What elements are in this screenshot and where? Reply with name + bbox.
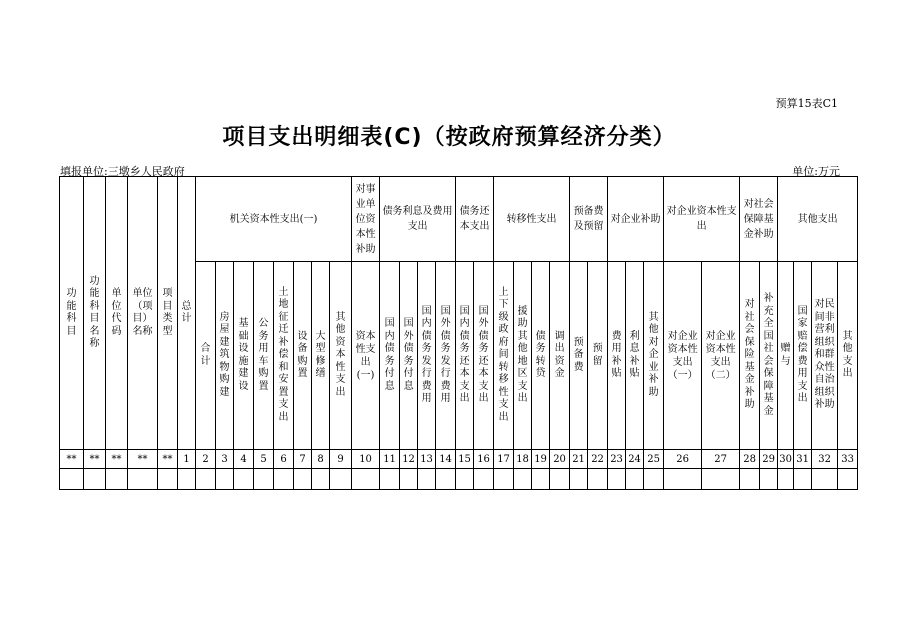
group-transfer: 转移性支出 <box>494 177 570 262</box>
header-for-fee: 国外债务发行费用 <box>436 262 456 450</box>
group-enterprise-subsidy: 对企业补助 <box>608 177 664 262</box>
header-capital-1: 资本性支出(一) <box>352 262 380 450</box>
header-dom-fee: 国内债务发行费用 <box>418 262 436 450</box>
header-subtotal: 合计 <box>196 262 216 450</box>
group-social-security: 对社会保障基金补助 <box>740 177 778 262</box>
page-title: 项目支出明细表(C)（按政府预算经济分类） <box>222 125 676 150</box>
header-land: 土地征迁补偿和安置支出 <box>274 262 294 450</box>
header-dom-interest: 国内债务付息 <box>380 262 400 450</box>
header-building: 房屋建筑物购建 <box>216 262 234 450</box>
header-unit-code: 单位代码 <box>106 177 128 450</box>
header-for-interest: 国外债务付息 <box>400 262 418 450</box>
header-other-capital: 其他资本性支出 <box>330 262 352 450</box>
header-equipment: 设备购置 <box>294 262 312 450</box>
group-reserve: 预备费及预留 <box>570 177 608 262</box>
header-official-car: 公务用车购置 <box>254 262 274 450</box>
header-aid-other: 援助其他地区支出 <box>514 262 532 450</box>
header-enterprise-capital-2: 对企业资本性支出（二） <box>702 262 740 450</box>
header-for-principal: 国外债务还本支出 <box>474 262 494 450</box>
header-funds-out: 调出资金 <box>550 262 570 450</box>
header-infrastructure: 基础设施建设 <box>234 262 254 450</box>
header-national-ss-fund: 补充全国社会保障基金 <box>760 262 778 450</box>
group-organ-capital: 机关资本性支出(一) <box>196 177 352 262</box>
header-fee-subsidy: 费用补贴 <box>608 262 626 450</box>
group-public-institution: 对事业单位资本性补助 <box>352 177 380 262</box>
index-row: ** ** ** ** ** 1 2 3 4 5 6 7 8 9 10 11 12 13 14 15 16 17 18 19 20 21 22 23 24 25 26 27 28 29 30 31 32 33 <box>60 450 858 469</box>
header-insurance-fund: 对社会保险基金补助 <box>740 262 760 450</box>
header-state-compensation: 国家赔偿费用支出 <box>794 262 812 450</box>
header-enterprise-capital-1: 对企业资本性支出（一） <box>664 262 702 450</box>
header-interest-subsidy: 利息补贴 <box>626 262 644 450</box>
header-other-expense: 其他支出 <box>838 262 858 450</box>
filler-unit: 填报单位:三墩乡人民政府 <box>60 165 185 178</box>
header-reserve-fund: 预备费 <box>570 262 588 450</box>
group-other: 其他支出 <box>778 177 858 262</box>
header-repair: 大型修缮 <box>312 262 330 450</box>
header-total: 总计 <box>178 177 196 450</box>
header-gift: 赠与 <box>778 262 794 450</box>
header-unit-name: 单位（项目）名称 <box>128 177 158 450</box>
header-func-name: 功能科目名称 <box>84 177 106 450</box>
form-number: 预算15表C1 <box>775 97 838 110</box>
header-intergov-transfer: 上下级政府间转移性支出 <box>494 262 514 450</box>
group-enterprise-capital: 对企业资本性支出 <box>664 177 740 262</box>
group-debt-interest: 债务利息及费用支出 <box>380 177 456 262</box>
group-debt-principal: 债务还本支出 <box>456 177 494 262</box>
project-expense-table <box>59 176 858 490</box>
money-unit: 单位:万元 <box>792 165 840 178</box>
header-dom-principal: 国内债务还本支出 <box>456 262 474 450</box>
header-other-enterprise: 其他对企业补助 <box>644 262 664 450</box>
header-debt-onlending: 债务转贷 <box>532 262 550 450</box>
header-func-code: 功能科目 <box>60 177 84 450</box>
header-npo-subsidy: 对民间非营利组织和群众性自治组织补助 <box>812 262 838 450</box>
data-row-empty <box>60 469 858 490</box>
header-reserved: 预留 <box>588 262 608 450</box>
header-project-type: 项目类型 <box>158 177 178 450</box>
